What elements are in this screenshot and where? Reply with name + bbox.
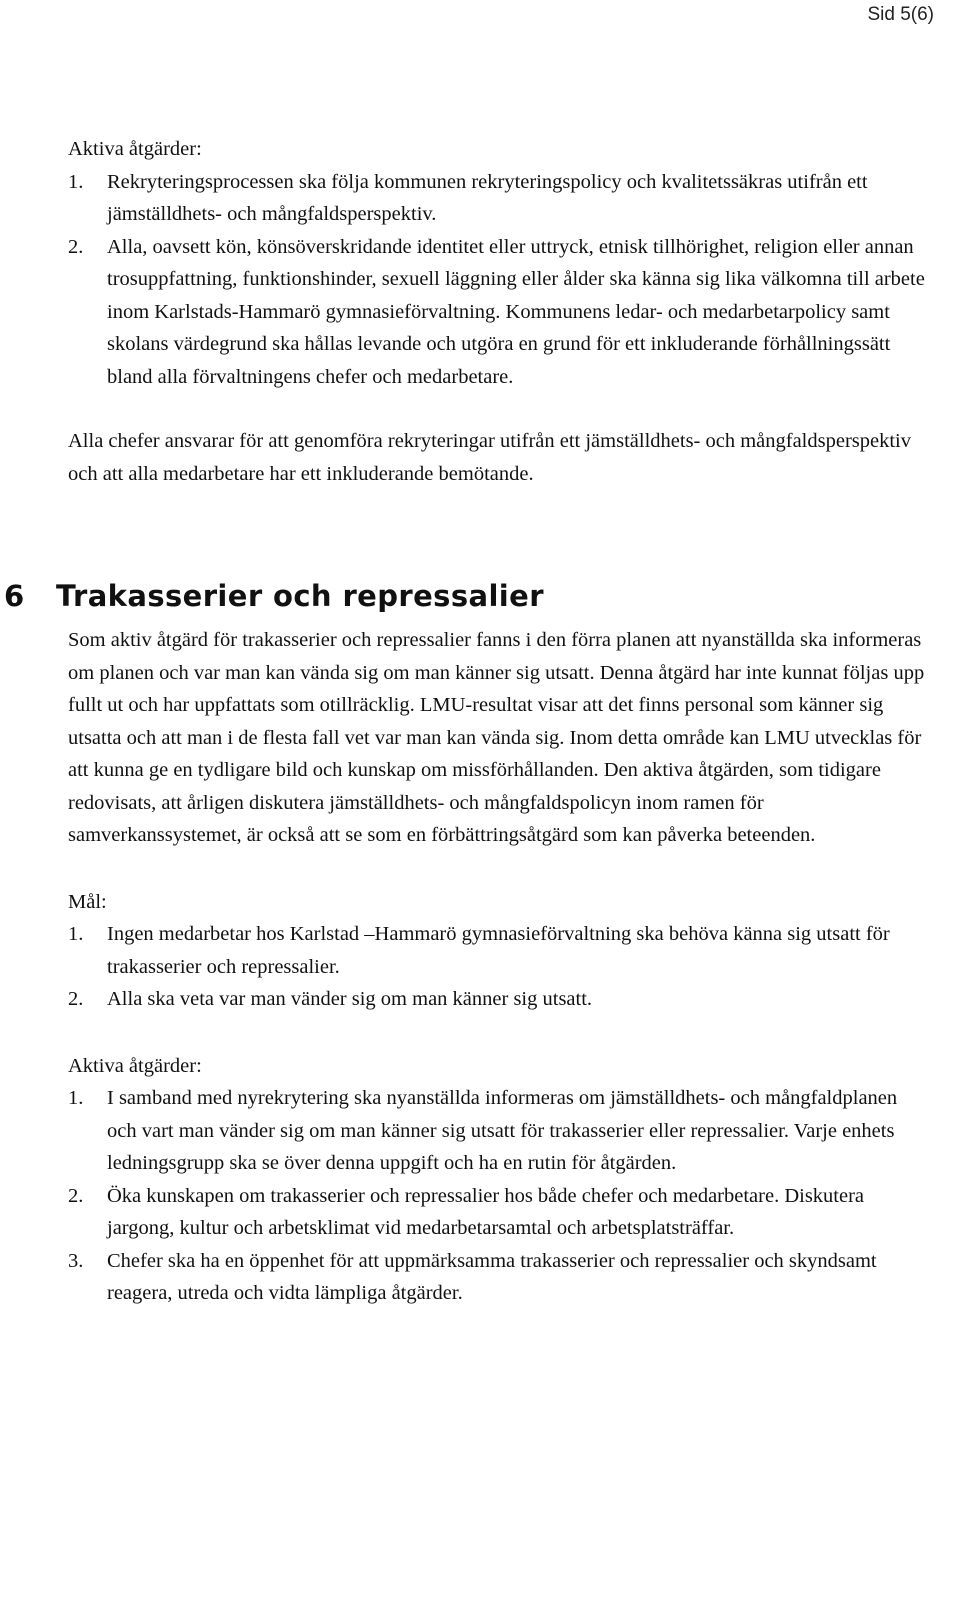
- list-text: Alla, oavsett kön, könsöverskridande identitet eller uttryck, etnisk tillhörighet, religion eller annan trosuppfattning, funktionshinder, sexuell läggning eller ålder ska känna sig lika välkomna till arbete inom Karlstads-Hammarö gymnasieförvaltning. Kommunens ledar- och medarbetarpolicy samt skolans värdegrund ska hållas levande och utgöra en grund för ett inkluderande förhållningssätt bland alla förvaltningens chefer och medarbetare.: [107, 235, 925, 388]
- list-number: 2.: [68, 1184, 84, 1207]
- list-number: 1.: [68, 1087, 84, 1109]
- list-item: [68, 231, 928, 394]
- list-number: 1.: [68, 923, 84, 945]
- section-title: Trakasserier och repressalier: [56, 579, 544, 613]
- list-item: [68, 166, 928, 231]
- goals-label: Mål:: [68, 890, 107, 913]
- list-item: [68, 1245, 928, 1310]
- list-text: Ingen medarbetar hos Karlstad –Hammarö gymnasieförvaltning ska behöva känna sig utsatt för trakasserier och repressalier.: [107, 923, 890, 978]
- list-item: [68, 1180, 928, 1245]
- responsibility-paragraph: Alla chefer ansvarar för att genomföra rekryteringar utifrån ett jämställdhets- och mångfaldsperspektiv och att alla medarbetare har ett inkluderande bemötande.: [68, 430, 912, 485]
- actions-list: [68, 166, 928, 394]
- actions-label: Aktiva åtgärder:: [68, 1054, 202, 1077]
- section-number: 6: [4, 579, 25, 613]
- list-number: 1.: [68, 170, 84, 193]
- list-item: [68, 983, 928, 1016]
- page-number: Sid 5(6): [867, 4, 934, 25]
- list-number: 2.: [68, 235, 84, 258]
- document-body: [4, 133, 928, 1310]
- actions-list: [68, 1082, 928, 1310]
- list-text: Alla ska veta var man vänder sig om man känner sig utsatt.: [107, 988, 593, 1010]
- list-number: 2.: [68, 988, 84, 1010]
- list-item: [68, 918, 928, 983]
- list-text: I samband med nyrekrytering ska nyanställda informeras om jämställdhets- och mångfaldplanen och vart man vänder sig om man känner sig utsatt för trakasserier eller repressalier. Varje enhets ledningsgrupp ska se över denna uppgift och ha en rutin för åtgärden.: [107, 1087, 898, 1174]
- list-item: [68, 1082, 928, 1180]
- list-text: Chefer ska ha en öppenhet för att uppmärksamma trakasserier och repressalier och skyndsamt reagera, utreda och vidta lämpliga åtgärder.: [107, 1249, 877, 1304]
- section-heading: [4, 576, 864, 616]
- list-text: Öka kunskapen om trakasserier och repressalier hos både chefer och medarbetare. Diskutera jargong, kultur och arbetsklimat vid medarbetarsamtal och arbetsplatsträffar.: [107, 1184, 865, 1239]
- list-text: Rekryteringsprocessen ska följa kommunen rekryteringspolicy och kvalitetssäkras utifrån ett jämställdhets- och mångfaldsperspektiv.: [107, 170, 868, 225]
- actions-label: Aktiva åtgärder:: [68, 138, 202, 160]
- goals-list: [68, 918, 928, 1016]
- list-number: 3.: [68, 1249, 84, 1272]
- section-intro: Som aktiv åtgärd för trakasserier och repressalier fanns i den förra planen att nyanställda ska informeras om planen och var man kan vända sig om man känner sig utsatt. Denna åtgärd har inte kunnat följas upp fullt ut och har uppfattats som otillräcklig. LMU-resultat visar att det finns personal som känner sig utsatta och att man i de flesta fall vet var man kan vända sig. Inom detta område kan LMU utvecklas för att kunna ge en tydligare bild och kunskap om missförhållanden. Den aktiva åtgärden, som tidigare redovisats, att årligen diskutera jämställdhets- och mångfaldspolicyn inom ramen för samverkanssystemet, är också att se som en förbättringsåtgärd som kan påverka beteenden.: [68, 629, 925, 846]
